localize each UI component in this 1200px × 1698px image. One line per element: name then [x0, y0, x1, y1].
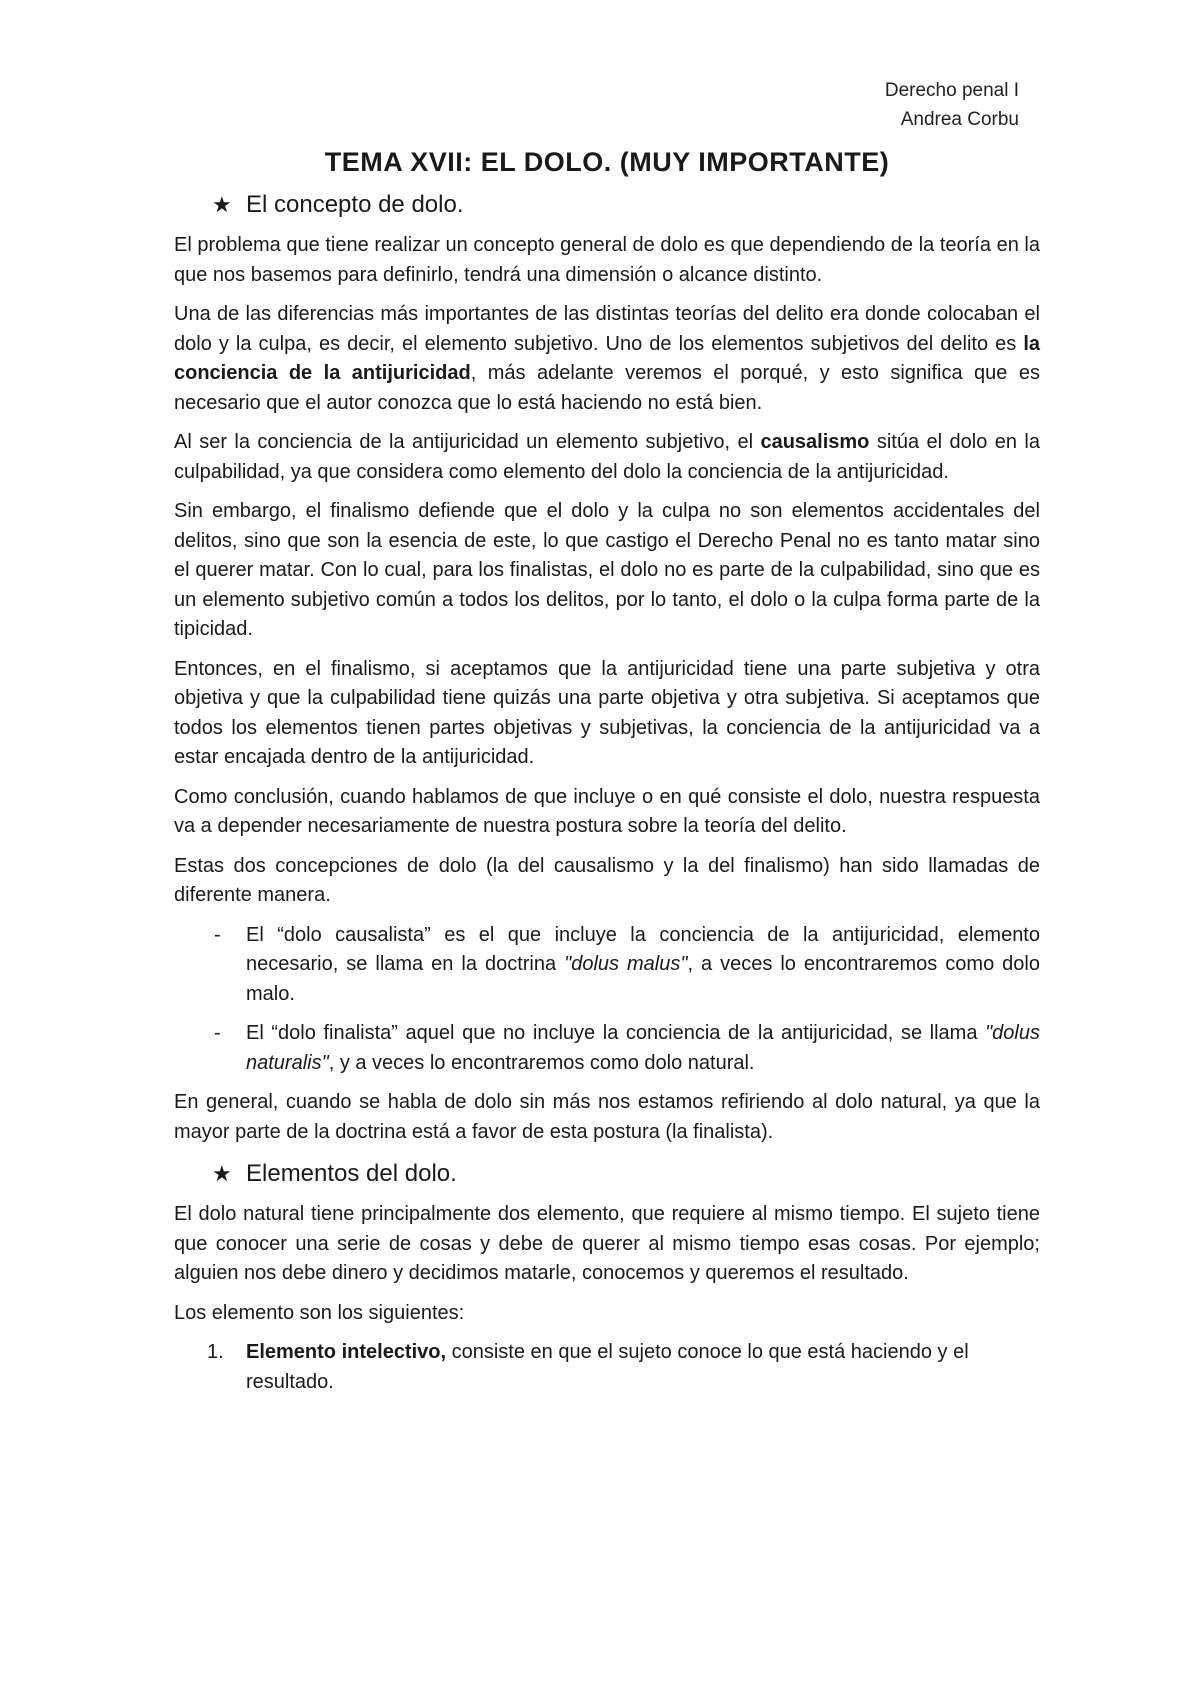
- bold-term: causalismo: [760, 431, 870, 453]
- bold-term: Elemento intelectivo,: [246, 1341, 447, 1363]
- paragraph: Los elemento son los siguientes:: [174, 1301, 465, 1324]
- page-header: [885, 76, 1019, 134]
- paragraph: Estas dos concepciones de dolo (la del causalismo y la del finalismo) han sido llamadas de diferente manera.: [174, 854, 1040, 906]
- paragraph: Al ser la conciencia de la antijuricidad un elemento subjetivo, el causalismo sitúa el dolo en la culpabilidad, ya que considera como elemento del dolo la conciencia de la antijuricidad.: [174, 431, 1040, 483]
- paragraph: El dolo natural tiene principalmente dos elemento, que requiere al mismo tiempo. El sujeto tiene que conocer una serie de cosas y debe de querer al mismo tiempo esas cosas. Por ejemplo; alguien nos debe dinero y decidimos matarle, conocemos y queremos el resultado.: [174, 1203, 1040, 1284]
- elements-list: [174, 1338, 1040, 1397]
- list-item: - El “dolo causalista” es el que incluye la conciencia de la antijuricidad, elemento necesario, se llama en la doctrina "dolus malus", a veces lo encontraremos como dolo malo.: [174, 921, 1040, 1010]
- paragraph: Una de las diferencias más importantes de las distintas teorías del delito era donde colocaban el dolo y la culpa, es decir, el elemento subjetivo. Uno de los elementos subjetivos del delito es la conciencia de la antijuricidad, más adelante veremos el porqué, y esto significa que es necesario que el autor conozca que lo está haciendo no está bien.: [174, 303, 1040, 414]
- document-body: [174, 142, 1040, 1397]
- section-heading-elementos: [174, 1157, 1040, 1191]
- star-bullet-icon: ★: [212, 192, 232, 217]
- bold-term: la conciencia de la antijuricidad: [174, 332, 1040, 384]
- section-heading-concepto: [174, 188, 1040, 222]
- list-item: - El “dolo finalista” aquel que no incluye la conciencia de la antijuricidad, se llama "dolus naturalis", y a veces lo encontraremos como dolo natural.: [174, 1019, 1040, 1078]
- header-course: Derecho penal I: [884, 80, 1019, 101]
- italic-term: "dolus malus": [564, 953, 688, 975]
- paragraph: Sin embargo, el finalismo defiende que el dolo y la culpa no son elementos accidentales del delitos, sino que son la esencia de este, lo que castigo el Derecho Penal no es tanto matar sino el querer matar. Con lo cual, para los finalistas, el dolo no es parte de la culpabilidad, sino que es un elemento subjetivo común a todos los delitos, por lo tanto, el dolo o la culpa forma parte de la tipicidad.: [174, 500, 1040, 640]
- section-heading-text: El concepto de dolo.: [246, 191, 464, 218]
- paragraph: Como conclusión, cuando hablamos de que incluye o en qué consiste el dolo, nuestra respuesta va a depender necesariamente de nuestra postura sobre la teoría del delito.: [174, 785, 1040, 837]
- paragraph: El problema que tiene realizar un concepto general de dolo es que dependiendo de la teoría en la que nos basemos para definirlo, tendrá una dimensión o alcance distinto.: [174, 234, 1040, 286]
- section-heading-text: Elementos del dolo.: [246, 1160, 457, 1187]
- star-bullet-icon: ★: [212, 1161, 232, 1186]
- list-number: 1.: [207, 1341, 224, 1363]
- italic-term: "dolus naturalis": [246, 1022, 1040, 1074]
- paragraph: En general, cuando se habla de dolo sin más nos estamos refiriendo al dolo natural, ya que la mayor parte de la doctrina está a favor de esta postura (la finalista).: [174, 1091, 1040, 1143]
- dolo-types-list: [174, 921, 1040, 1079]
- dash-bullet: -: [214, 1022, 221, 1044]
- list-item: 1. Elemento intelectivo, consiste en que el sujeto conoce lo que está haciendo y el resultado.: [174, 1338, 1040, 1397]
- dash-bullet: -: [214, 923, 221, 946]
- document-title: TEMA XVII: EL DOLO. (MUY IMPORTANTE): [324, 147, 890, 177]
- header-author: Andrea Corbu: [900, 109, 1019, 130]
- paragraph: Entonces, en el finalismo, si aceptamos que la antijuricidad tiene una parte subjetiva y otra objetiva y que la culpabilidad tiene quizás una parte objetiva y otra subjetiva. Si aceptamos que todos los elementos tienen partes objetivas y subjetivas, la conciencia de la antijuricidad va a estar encajada dentro de la antijuricidad.: [174, 657, 1040, 768]
